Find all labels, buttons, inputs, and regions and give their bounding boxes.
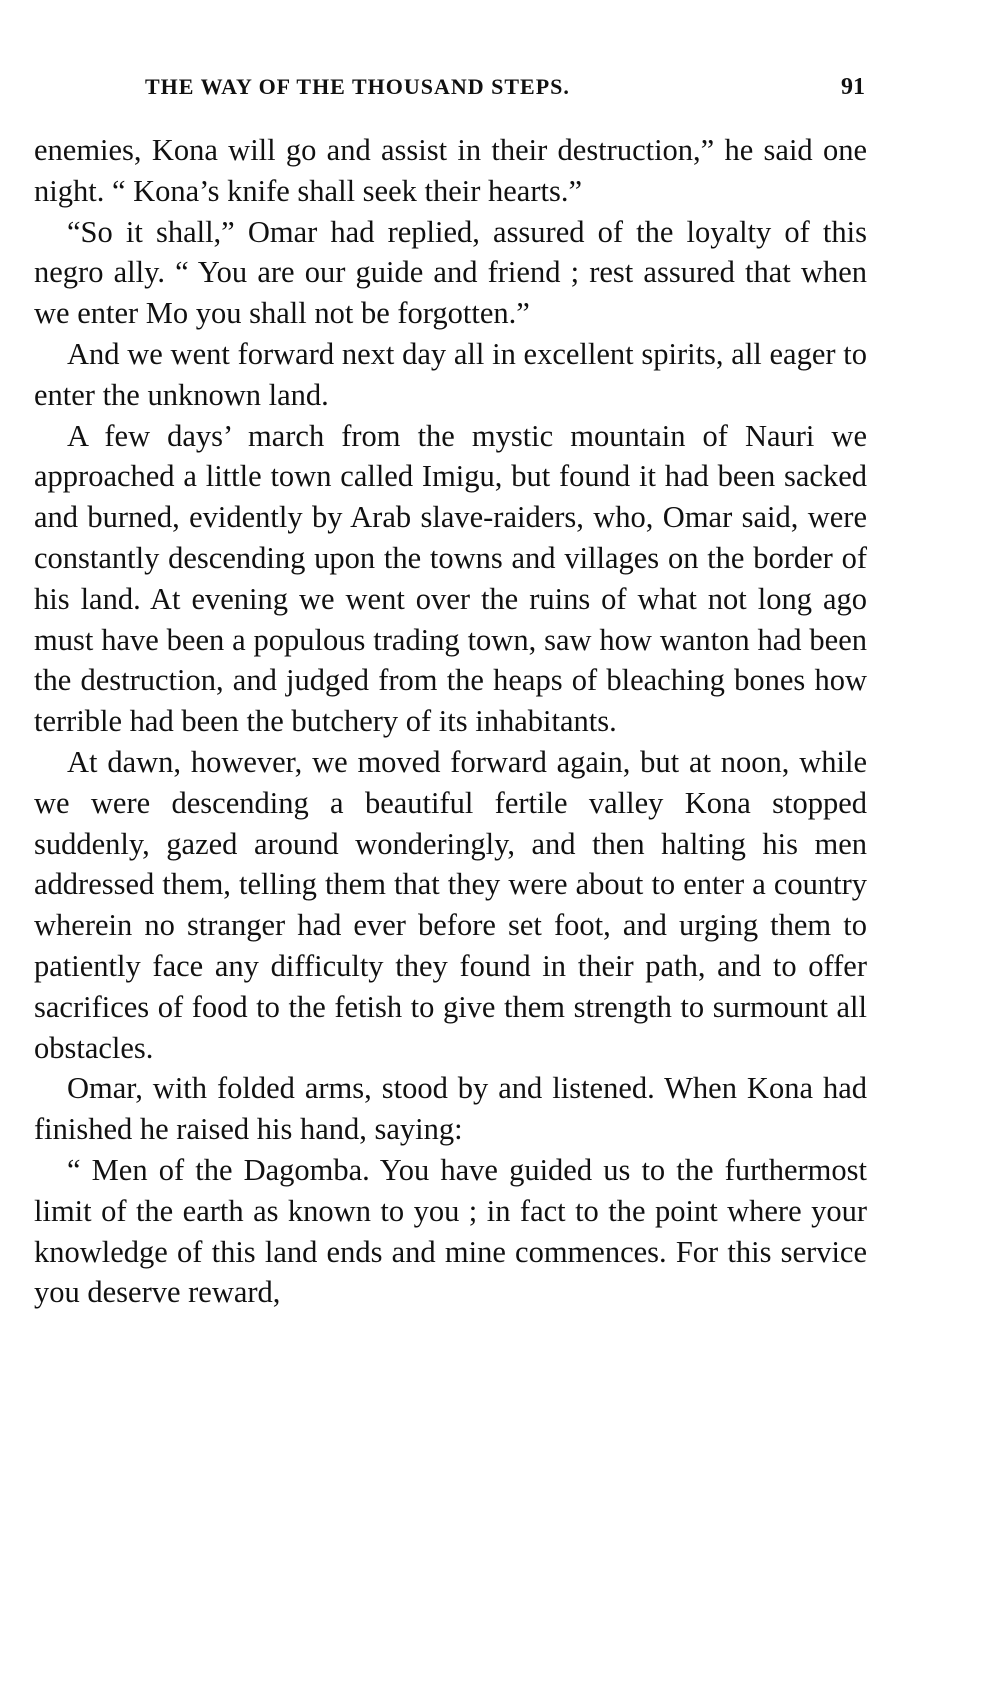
paragraph: Omar, with folded arms, stood by and listened. When Kona had finished he raised his hand, saying: (34, 1071, 867, 1147)
running-head (145, 74, 865, 114)
paragraph: “ Men of the Dagomba. You have guided us to the furthermost limit of the earth as known to you ; in fact to the point where your knowledge of this land ends and mine commences. For this service you deserve reward, (34, 1152, 867, 1310)
paragraph: At dawn, however, we moved forward again, but at noon, while we were descending a beautiful fertile valley Kona stopped suddenly, gazed around wonderingly, and then halting his men addressed them, telling them that they were about to enter a country wherein no stranger had ever before set foot, and urging them to patiently face any difficulty they found in their path, and to offer sacrifices of food to the fetish to give them strength to surmount all obstacles. (34, 744, 867, 1065)
body-text (34, 130, 867, 1313)
page-number: 91 (841, 74, 865, 100)
paragraph: “So it shall,” Omar had replied, assured of the loyalty of this negro ally. “ You are our guide and friend ; rest assured that when we enter Mo you shall not be forgotten.” (34, 214, 867, 331)
running-title: THE WAY OF THE THOUSAND STEPS. (145, 74, 570, 99)
paragraph: A few days’ march from the mystic mountain of Nauri we approached a little town called Imigu, but found it had been sacked and burned, evidently by Arab slave-raiders, who, Omar said, were constantly descending upon the towns and villages on the border of his land. At evening we went over the ruins of what not long ago must have been a populous trading town, saw how wanton had been the destruction, and judged from the heaps of bleaching bones how terrible had been the butchery of its inhabitants. (34, 418, 867, 739)
paragraph: And we went forward next day all in excellent spirits, all eager to enter the unknown land. (34, 336, 867, 412)
paragraph-continuation: enemies, Kona will go and assist in their destruction,” he said one night. “ Kona’s knife shall seek their hearts.” (34, 133, 867, 208)
